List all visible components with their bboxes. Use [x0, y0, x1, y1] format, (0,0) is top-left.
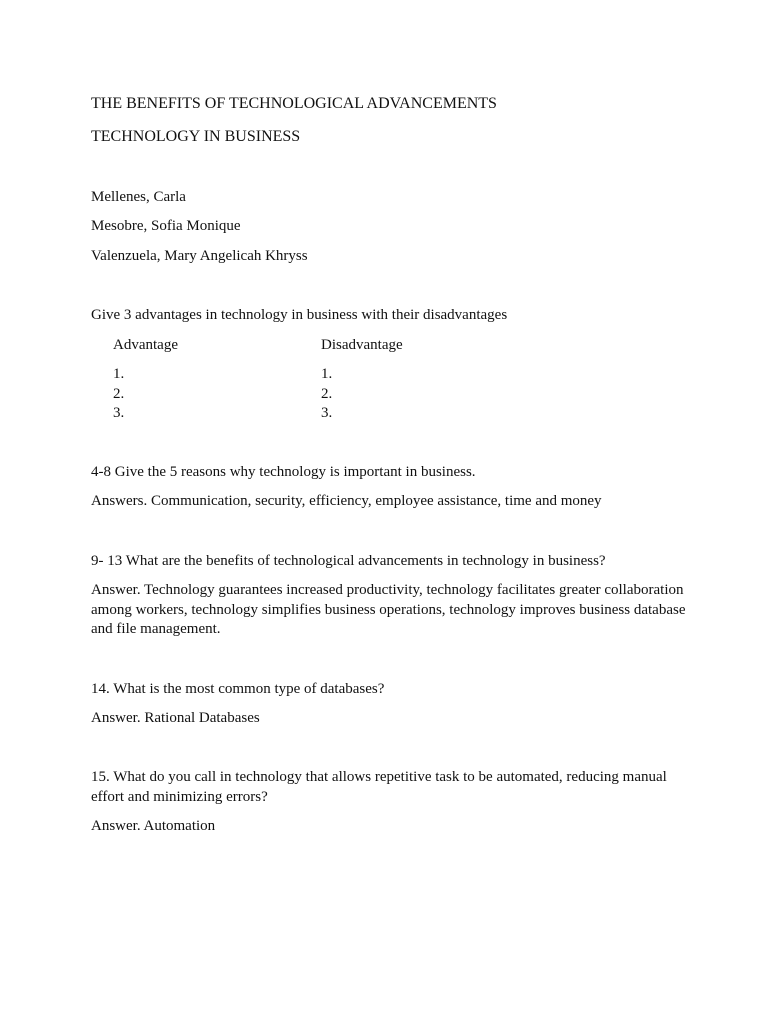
question-5-prompt: 15. What do you call in technology that allows repetitive task to be automated, reducing manual effort and minimizing errors? [91, 769, 667, 805]
advantage-header: Advantage [113, 337, 178, 353]
question-5-answer: Answer. Automation [91, 818, 216, 834]
advantage-item-3: 3. [113, 405, 125, 421]
disadvantage-item-1: 1. [321, 366, 333, 382]
disadvantage-item-3: 3. [321, 405, 333, 421]
disadvantage-header: Disadvantage [321, 337, 403, 353]
advantage-item-1: 1. [113, 366, 125, 382]
title-line-2: TECHNOLOGY IN BUSINESS [91, 128, 301, 145]
question-1-prompt: Give 3 advantages in technology in business with their disadvantages [91, 307, 508, 323]
question-3-answer: Answer. Technology guarantees increased productivity, technology facilitates greater collaboration among workers, technology simplifies business operations, technology improves business database and file management. [91, 582, 686, 637]
title-line-1: THE BENEFITS OF TECHNOLOGICAL ADVANCEMENTS [91, 95, 497, 112]
author-1: Mellenes, Carla [91, 189, 186, 205]
disadvantage-item-2: 2. [321, 386, 333, 402]
author-2: Mesobre, Sofia Monique [91, 218, 241, 234]
question-3-prompt: 9- 13 What are the benefits of technological advancements in technology in business? [91, 553, 606, 569]
advantage-item-2: 2. [113, 386, 125, 402]
question-4-prompt: 14. What is the most common type of databases? [91, 681, 385, 697]
author-3: Valenzuela, Mary Angelicah Khryss [91, 248, 308, 264]
question-2-answer: Answers. Communication, security, efficiency, employee assistance, time and money [91, 493, 602, 509]
question-2-prompt: 4-8 Give the 5 reasons why technology is important in business. [91, 464, 476, 480]
question-4-answer: Answer. Rational Databases [91, 710, 260, 726]
